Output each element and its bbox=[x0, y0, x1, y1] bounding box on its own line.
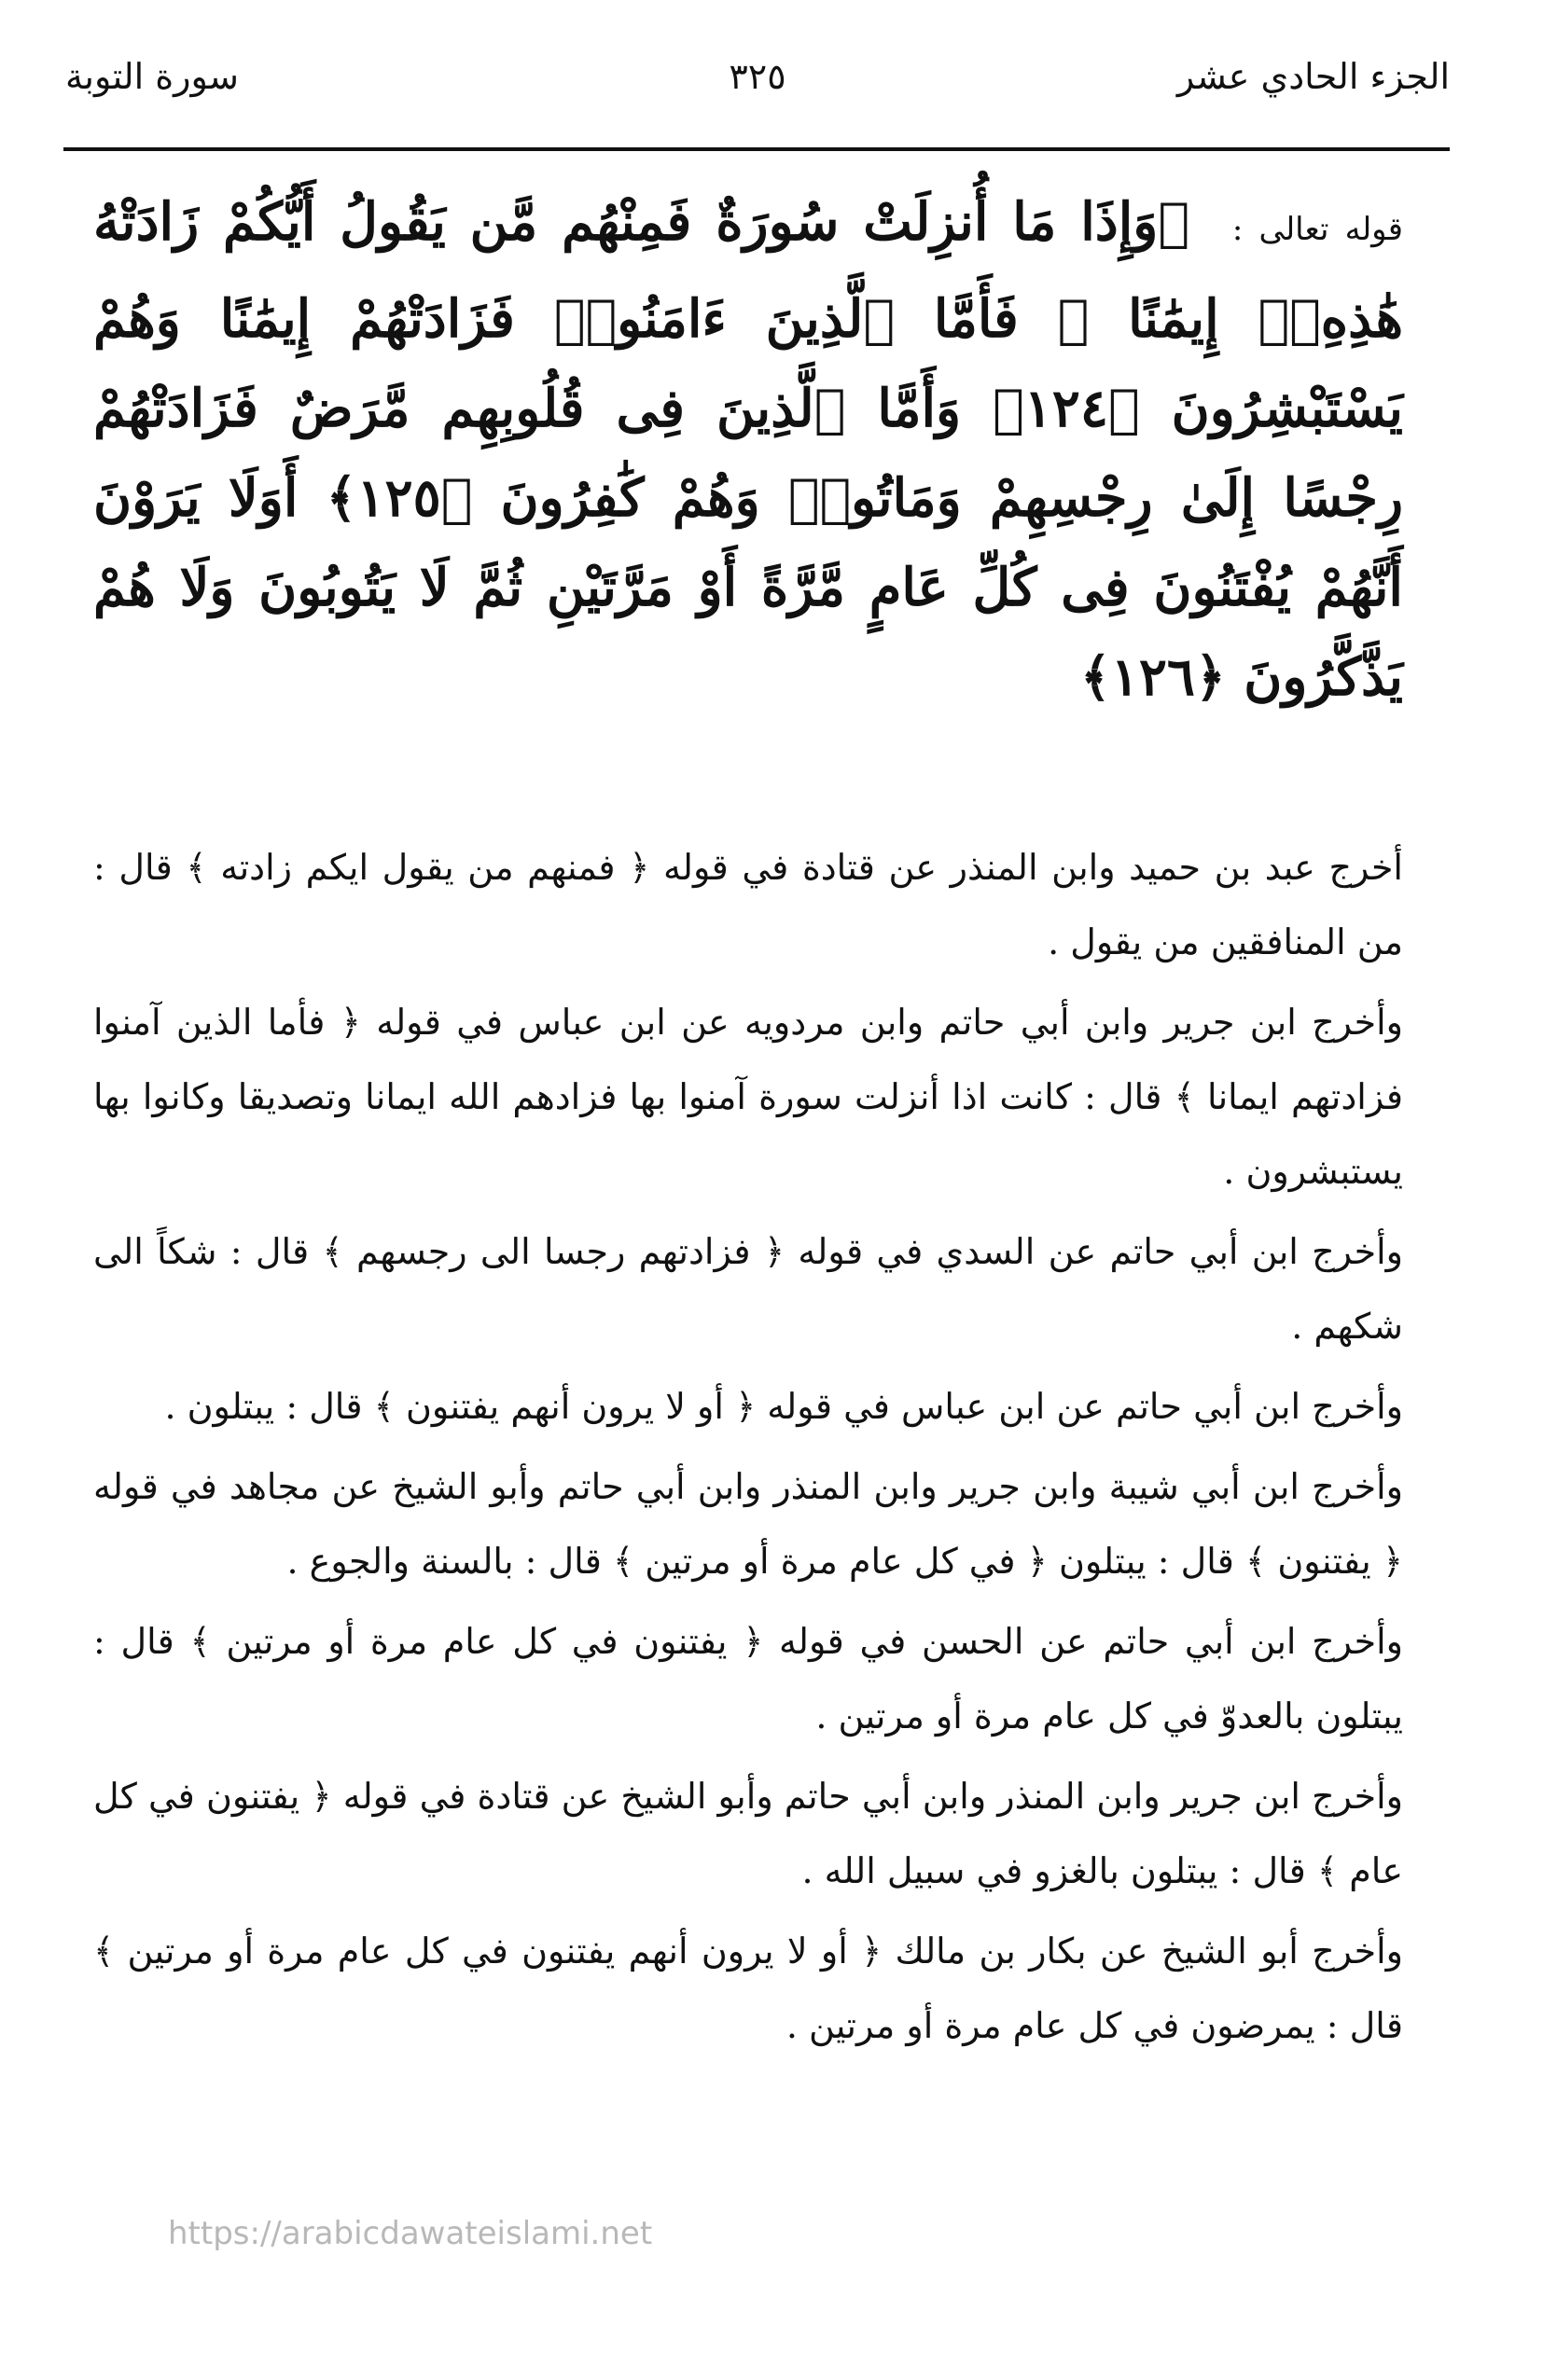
commentary-paragraph: وأخرج ابن أبي حاتم عن الحسن في قوله ﴿ يفتنون في كل عام مرة أو مرتين ﴾ قال : يبتلون بالعدوّ في كل عام مرة أو مرتين . bbox=[93, 1621, 1403, 1737]
verse-text: ﴿وَإِذَا مَا أُنزِلَتْ سُورَةٌ فَمِنْهُم مَّن يَقُولُ أَيُّكُمْ زَادَتْهُ هَٰذِهِۦٓ إِيمَٰنًا ۚ فَأَمَّا ٱلَّذِينَ ءَامَنُوا۟ فَزَادَتْهُمْ إِيمَٰنًا وَهُمْ يَسْتَبْشِرُونَ ﴿١٢٤﴾ وَأَمَّا ٱلَّذِينَ فِى قُلُوبِهِم مَّرَضٌ فَزَادَتْهُمْ رِجْسًا إِلَىٰ رِجْسِهِمْ وَمَاتُوا۟ وَهُمْ كَٰفِرُونَ ﴿١٢٥﴾ أَوَلَا يَرَوْنَ أَنَّهُمْ يُفْتَنُونَ فِى كُلِّ عَامٍ مَّرَّةً أَوْ مَرَّتَيْنِ ثُمَّ لَا يَتُوبُونَ وَلَا هُمْ يَذَّكَّرُونَ ﴿١٢٦﴾ bbox=[93, 191, 1404, 708]
commentary-paragraph: وأخرج ابن جرير وابن المنذر وابن أبي حاتم وأبو الشيخ عن قتادة في قوله ﴿ يفتنون في كل عام ﴾ قال : يبتلون بالغزو في سبيل الله . bbox=[93, 1776, 1403, 1891]
commentary-paragraph: وأخرج ابن أبي حاتم عن السدي في قوله ﴿ فزادتهم رجسا الى رجسهم ﴾ قال : شكاً الى شكهم . bbox=[93, 1231, 1403, 1347]
watermark: https://arabicdawateislami.net bbox=[168, 2215, 653, 2252]
verse-intro: قوله تعالى : bbox=[1231, 211, 1404, 248]
page-header bbox=[65, 47, 1450, 131]
commentary-section bbox=[93, 830, 1403, 2069]
commentary-paragraph: وأخرج أبو الشيخ عن بكار بن مالك ﴿ أو لا يرون أنهم يفتنون في كل عام مرة أو مرتين ﴾ قال : يمرضون في كل عام مرة أو مرتين . bbox=[93, 1930, 1403, 2046]
commentary-paragraph: وأخرج ابن أبي حاتم عن ابن عباس في قوله ﴿ أو لا يرون أنهم يفتنون ﴾ قال : يبتلون . bbox=[164, 1386, 1403, 1427]
commentary-paragraph: وأخرج ابن أبي شيبة وابن جرير وابن المنذر وابن أبي حاتم وأبو الشيخ عن مجاهد في قوله ﴿ يفتنون ﴾ قال : يبتلون ﴿ في كل عام مرة أو مرتين ﴾ قال : بالسنة والجوع . bbox=[93, 1466, 1403, 1582]
header-divider bbox=[63, 147, 1450, 151]
commentary-paragraph: وأخرج ابن جرير وابن أبي حاتم وابن مردويه عن ابن عباس في قوله ﴿ فأما الذين آمنوا فزادتهم ايمانا ﴾ قال : كانت اذا أنزلت سورة آمنوا بها فزادهم الله ايمانا وتصديقا وكانوا بها يستبشرون . bbox=[93, 1002, 1403, 1192]
page-number: ٣٢٥ bbox=[729, 56, 786, 97]
surah-title: سورة التوبة bbox=[65, 56, 239, 97]
commentary-paragraph: أخرج عبد بن حميد وابن المنذر عن قتادة في قوله ﴿ فمنهم من يقول ايكم زادته ﴾ قال : من المنافقين من يقول . bbox=[93, 847, 1403, 962]
part-title: الجزء الحادي عشر bbox=[1176, 56, 1450, 97]
quran-verse-block bbox=[93, 177, 1403, 722]
